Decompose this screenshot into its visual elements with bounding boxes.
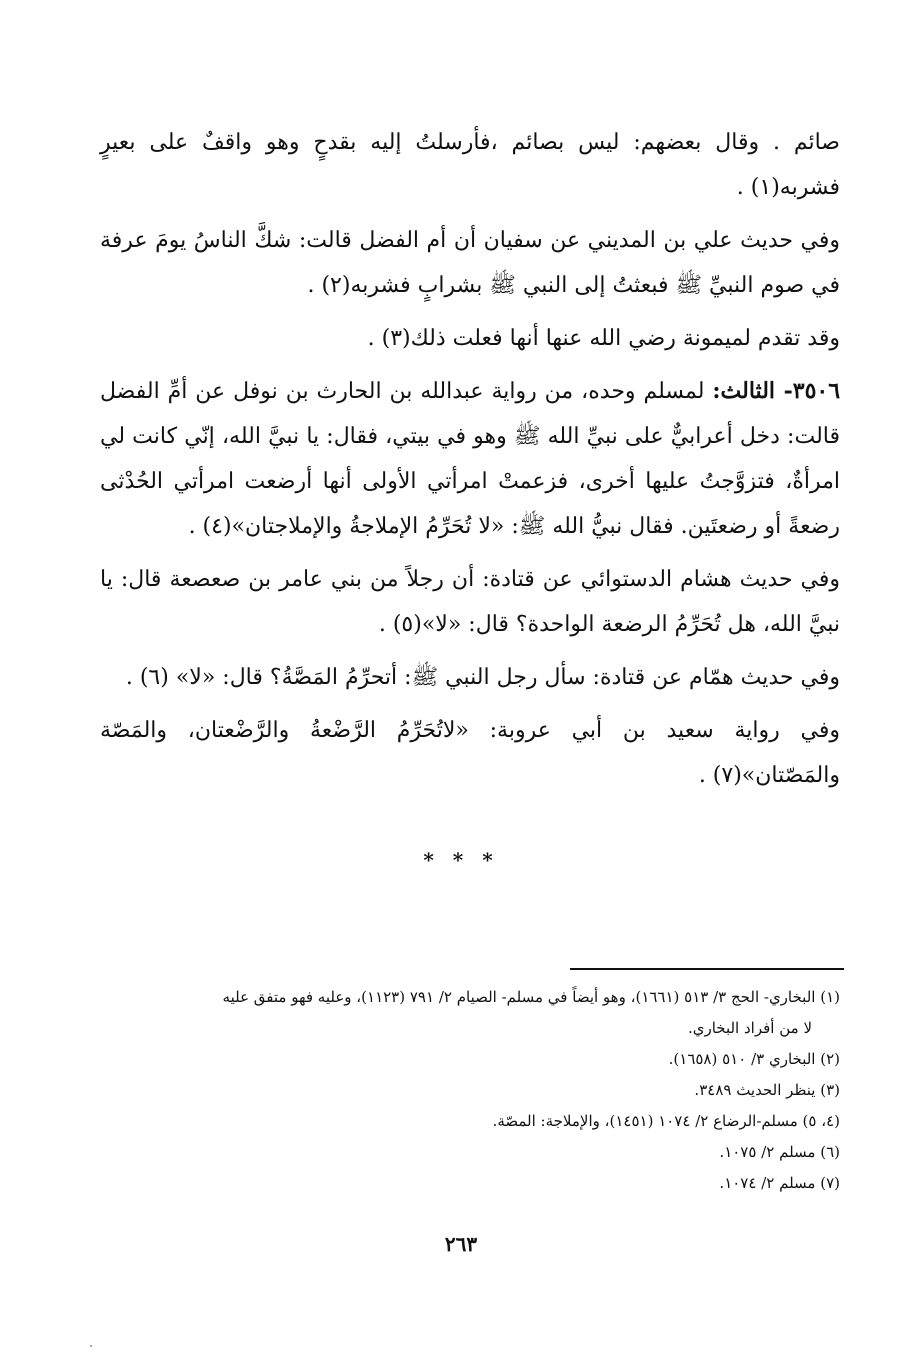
footnote-divider [570,968,844,970]
footnote: (٧) مسلم ٢/ ١٠٧٤. [719,1174,840,1192]
paragraph: وفي حديث هشام الدستوائي عن قتادة: أن رجلاً من بني عامر بن صعصعة قال: يا نبيَّ الله، هل تُحَرِّمُ الرضعة الواحدة؟ قال: «لا»(٥) . [100,567,840,637]
section-separator: * * * [423,848,499,872]
hadith-paragraph [100,369,840,549]
hadith-text: لمسلم وحده، من رواية عبدالله بن الحارث بن نوفل عن أمِّ الفضل قالت: دخل أعرابيٌّ على نبيِّ الله ﷺ وهو في بيتي، فقال: يا نبيَّ الله، إنّي كانت لي امرأةٌ، فتزوَّجتُ عليها أخرى، فزعمتْ امرأتي الأولى أنها أرضعت امرأتي الحُدْثى رضعةً أو رضعتَين. فقال نبيُّ الله ﷺ: «لا تُحَرِّمُ الإملاجةُ والإملاجتان»(٤) . [100,379,840,539]
footnote: (٦) مسلم ٢/ ١٠٧٥. [719,1143,840,1161]
footnote: (٣) ينظر الحديث ٣٤٨٩. [694,1081,840,1099]
paragraph: وفي رواية سعيد بن أبي عروبة: «لاتُحَرِّمُ الرَّضْعةُ والرَّضْعتان، والمَصّة والمَصّتان»(٧) . [100,718,840,788]
paragraph: وفي حديث همّام عن قتادة: سأل رجل النبي ﷺ: أتحرِّمُ المَصَّةُ؟ قال: «لا» (٦) . [125,665,840,690]
paragraph: وقد تقدم لميمونة رضي الله عنها أنها فعلت ذلك(٣) . [367,326,840,351]
paragraph: وفي حديث علي بن المديني عن سفيان أن أم الفضل قالت: شكَّ الناسُ يومَ عرفة في صوم النبيِّ ﷺ فبعثتُ إلى النبي ﷺ بشرابٍ فشربه(٢) . [100,228,840,298]
paragraph: صائم . وقال بعضهم: ليس بصائم ،فأرسلتُ إليه بقدحٍ وهو واقفٌ على بعيرٍ فشربه(١) . [100,130,840,200]
scan-speck [90,1345,92,1347]
footnote: (٢) البخاري ٣/ ٥١٠ (١٦٥٨). [668,1050,840,1068]
hadith-heading: ٣٥٠٦- الثالث: [712,378,841,404]
main-text [100,120,840,806]
footnote: (٤، ٥) مسلم-الرضاع ٢/ ١٠٧٤ (١٤٥١)، والإملاجة: المصّة. [492,1112,840,1130]
footnotes [100,982,840,1199]
footnote: (١) البخاري- الحج ٣/ ٥١٣ (١٦٦١)، وهو أيضاً في مسلم- الصيام ٢/ ٧٩١ (١١٢٣)، وعليه فهو متفق عليه [222,988,840,1006]
page-number: ٢٦٣ [444,1232,478,1256]
footnote-continuation: لا من أفراد البخاري. [687,1019,812,1037]
